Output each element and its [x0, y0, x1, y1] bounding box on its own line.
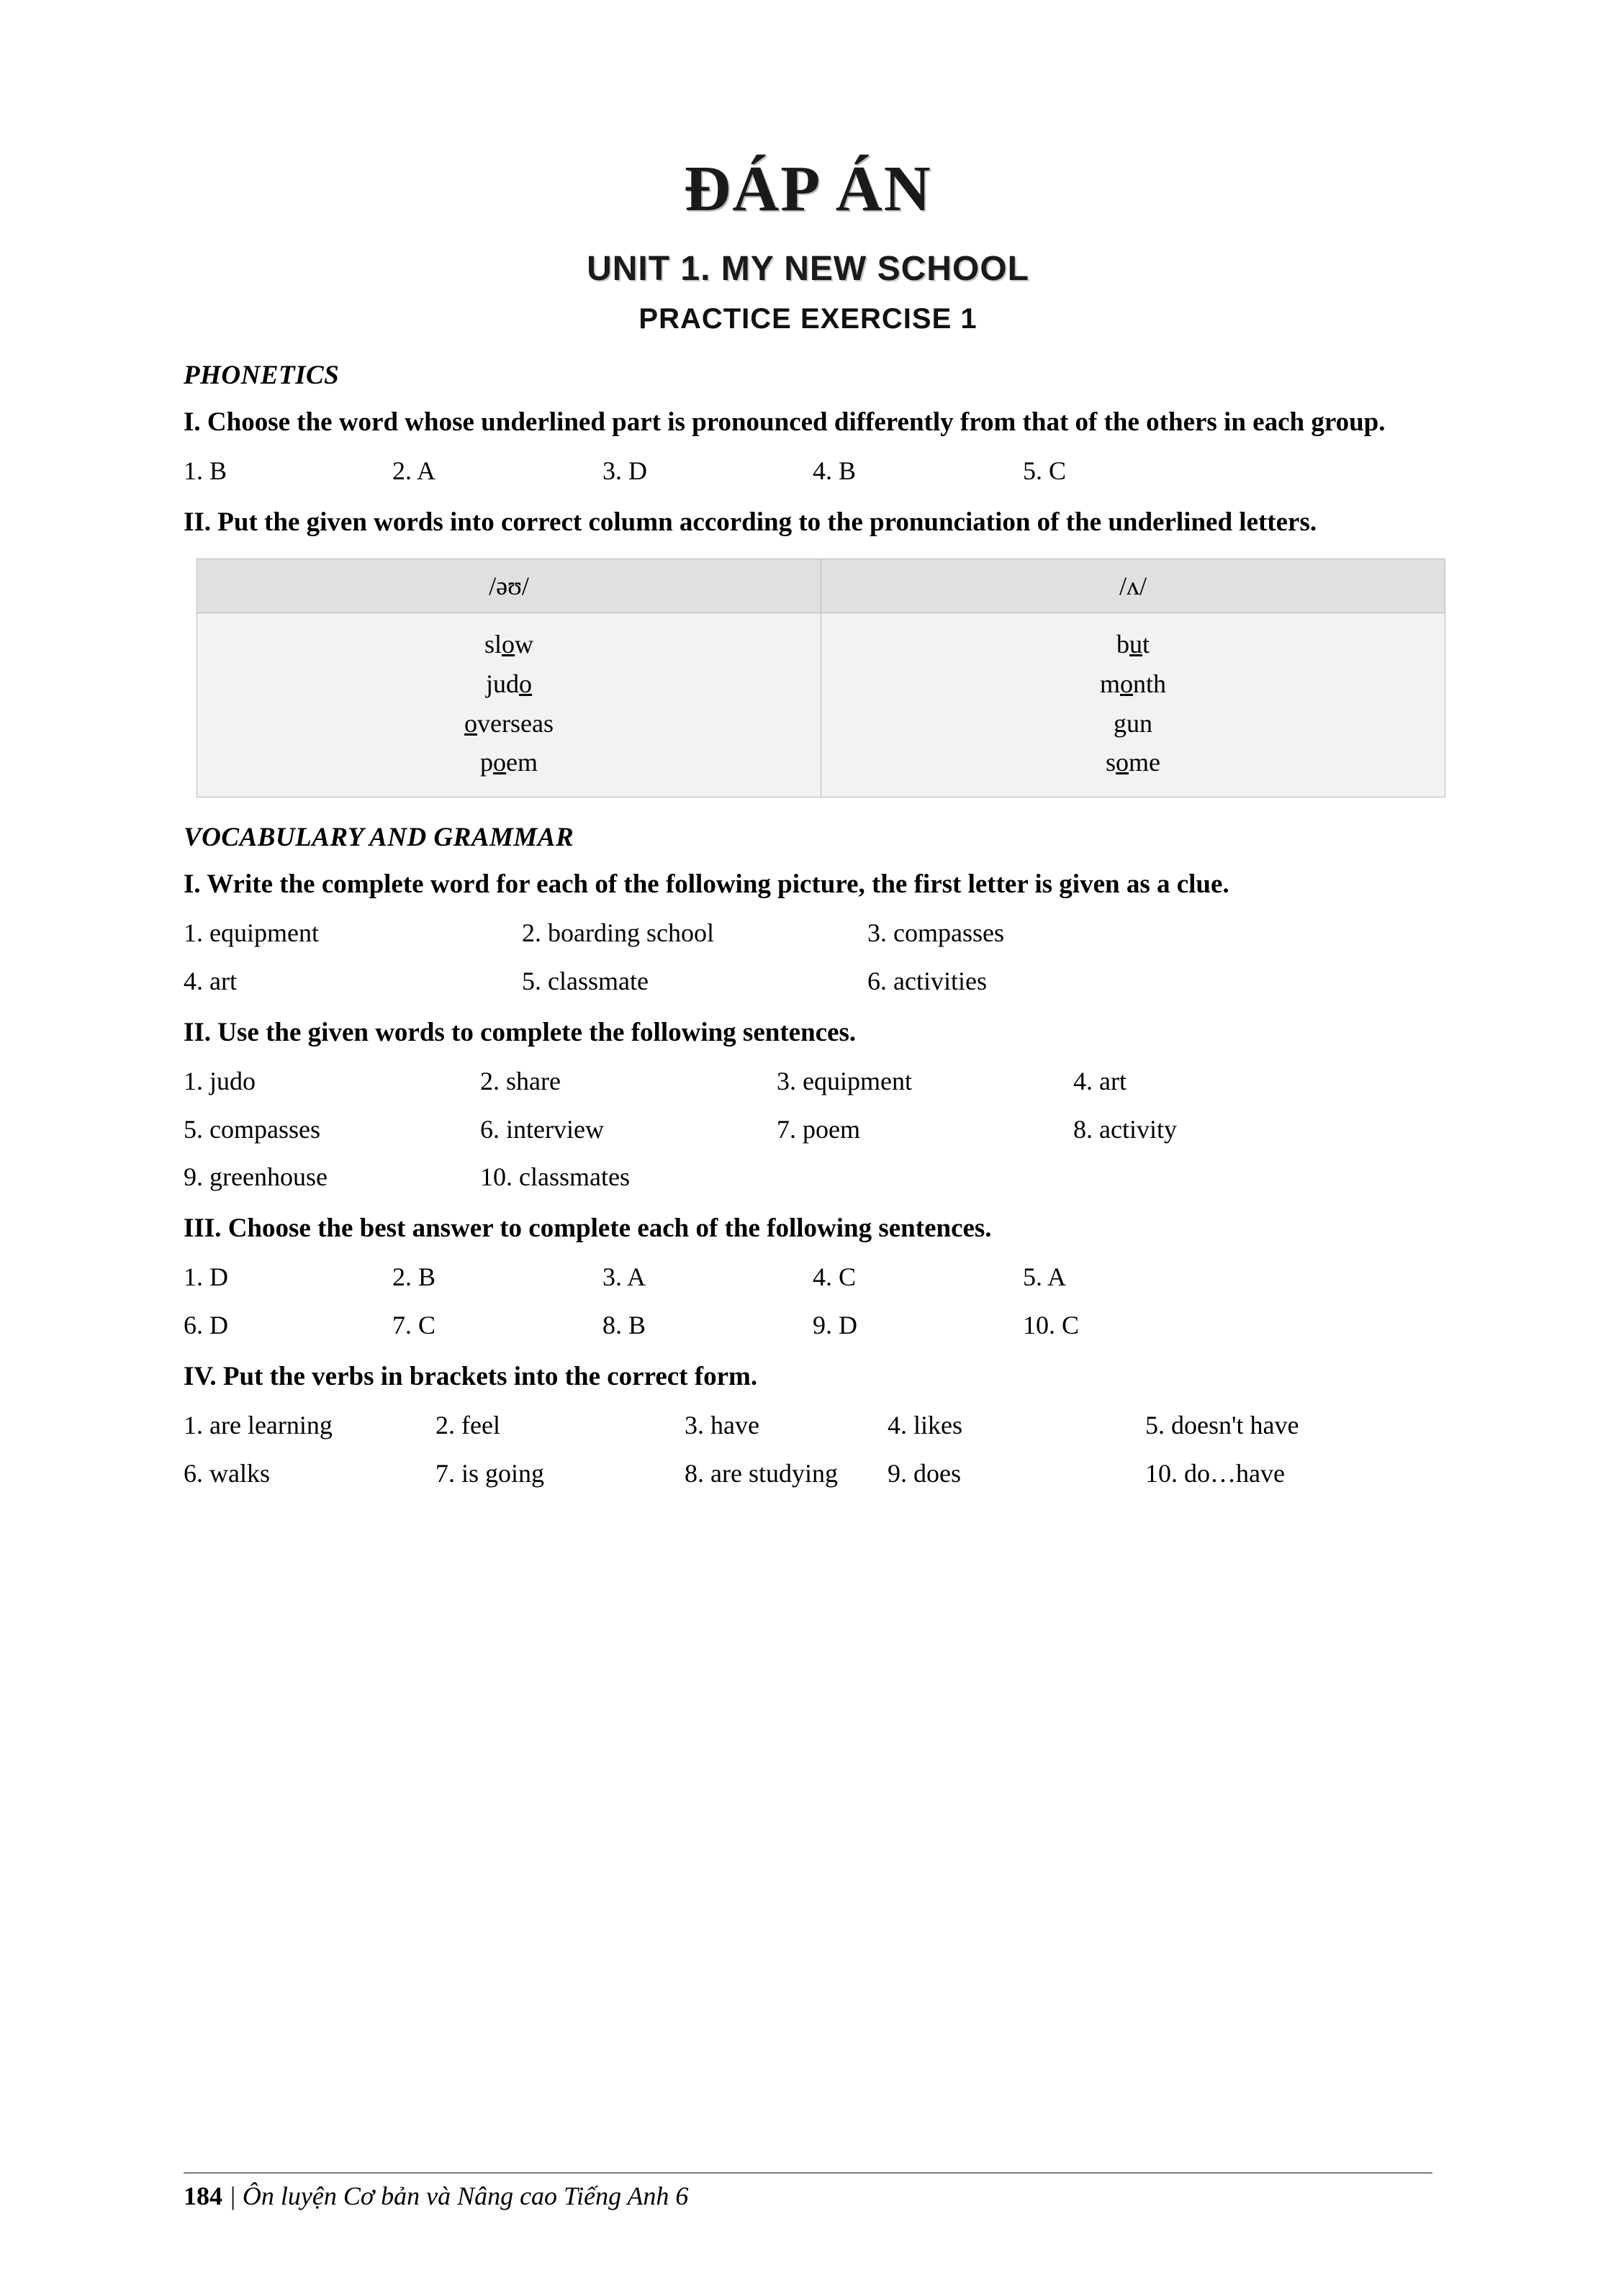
section-heading-phonetics: PHONETICS — [184, 361, 340, 390]
answer-item: 3. A — [602, 1262, 646, 1292]
answers-vocab-2-row2 — [184, 1110, 1432, 1149]
answer-item: 6. activities — [867, 967, 987, 996]
answer-item: 7. is going — [435, 1458, 545, 1488]
question-heading-phonetics-1: I. Choose the word whose underlined part is pronounced differently from that of the others in each group. — [184, 407, 1386, 437]
page-footer — [184, 2172, 1432, 2211]
word-item: poem — [480, 748, 538, 777]
word-item: month — [1099, 669, 1167, 698]
answer-item: 5. doesn't have — [1145, 1411, 1299, 1440]
answer-item: 7. poem — [777, 1114, 860, 1144]
answer-item: 9. does — [888, 1458, 961, 1488]
table-header-cell: /əʊ/ — [197, 559, 821, 613]
question-heading-vocab-3: III. Choose the best answer to complete each of the following sentences. — [184, 1213, 992, 1244]
footer-separator: | — [222, 2182, 243, 2210]
answer-item: 5. compasses — [184, 1114, 320, 1144]
question-heading-phonetics-2: II. Put the given words into correct column according to the pronunciation of the underlined letters. — [184, 507, 1317, 537]
answer-item: 6. D — [184, 1311, 228, 1340]
answers-vocab-3-row2 — [184, 1306, 1432, 1345]
page-title: ĐÁP ÁN — [684, 153, 932, 225]
table-cell-column2 — [821, 613, 1445, 797]
answer-item: 2. boarding school — [522, 918, 714, 948]
answer-item: 3. compasses — [867, 918, 1004, 948]
answers-phonetics-1 — [184, 451, 1432, 491]
answer-item: 2. A — [392, 456, 436, 486]
answer-item: 4. art — [184, 967, 237, 996]
answers-vocab-1-row1 — [184, 913, 1432, 953]
answer-item: 10. C — [1023, 1311, 1080, 1340]
word-item: overseas — [464, 708, 554, 738]
answers-vocab-2-row1 — [184, 1062, 1432, 1101]
word-item: slow — [484, 630, 533, 659]
answer-item: 5. A — [1023, 1262, 1067, 1292]
answer-item: 1. are learning — [184, 1411, 333, 1440]
word-item: but — [1116, 630, 1150, 659]
word-item: judo — [485, 669, 532, 698]
answer-item: 9. greenhouse — [184, 1162, 328, 1192]
answer-item: 1. D — [184, 1262, 228, 1292]
answer-item: 7. C — [392, 1311, 436, 1340]
answer-item: 10. do…have — [1145, 1458, 1285, 1488]
footer-page-number: 184 — [184, 2182, 222, 2210]
answer-item: 9. D — [813, 1311, 857, 1340]
table-row — [197, 613, 1445, 797]
unit-title: UNIT 1. MY NEW SCHOOL — [587, 250, 1029, 288]
table-header-row — [197, 559, 1445, 613]
answer-item: 8. are studying — [685, 1458, 838, 1488]
answer-item: 2. feel — [435, 1411, 500, 1440]
answers-vocab-4-row2 — [184, 1454, 1432, 1493]
answer-item: 8. activity — [1073, 1114, 1177, 1144]
answer-item: 8. B — [602, 1311, 646, 1340]
table-header-cell: /ʌ/ — [821, 559, 1445, 613]
answer-item: 5. classmate — [522, 967, 649, 996]
footer-book-title: Ôn luyện Cơ bản và Nâng cao Tiếng Anh 6 — [242, 2182, 689, 2210]
question-heading-vocab-2: II. Use the given words to complete the following sentences. — [184, 1017, 857, 1047]
answers-vocab-2-row3 — [184, 1157, 1432, 1197]
answer-item: 3. equipment — [777, 1066, 912, 1095]
question-heading-vocab-4: IV. Put the verbs in brackets into the correct form. — [184, 1361, 758, 1391]
answers-vocab-4-row1 — [184, 1406, 1432, 1445]
answer-item: 4. C — [813, 1262, 857, 1292]
word-item: gun — [1114, 708, 1152, 738]
answer-item: 6. interview — [480, 1114, 604, 1144]
practice-title: PRACTICE EXERCISE 1 — [638, 303, 978, 335]
answer-item: 4. likes — [888, 1411, 962, 1440]
answers-vocab-1-row2 — [184, 962, 1432, 1001]
answer-item: 2. B — [392, 1262, 436, 1292]
answer-item: 4. art — [1073, 1066, 1127, 1095]
answer-item: 1. judo — [184, 1066, 256, 1095]
answer-item: 2. share — [480, 1066, 561, 1095]
answer-item: 4. B — [813, 456, 857, 486]
answer-item: 5. C — [1023, 456, 1067, 486]
answers-vocab-3-row1 — [184, 1257, 1432, 1297]
table-cell-column1 — [197, 613, 821, 797]
answer-item: 3. have — [685, 1411, 759, 1440]
answer-item: 6. walks — [184, 1458, 270, 1488]
answer-item: 10. classmates — [480, 1162, 630, 1192]
answer-item: 1. equipment — [184, 918, 319, 948]
answer-item: 1. B — [184, 456, 227, 486]
question-heading-vocab-1: I. Write the complete word for each of the following picture, the first letter is given as a clue. — [184, 869, 1229, 900]
phonetics-table — [197, 559, 1445, 797]
section-heading-vocabulary: VOCABULARY AND GRAMMAR — [184, 823, 574, 853]
answer-item: 3. D — [602, 456, 647, 486]
word-item: some — [1106, 748, 1160, 777]
